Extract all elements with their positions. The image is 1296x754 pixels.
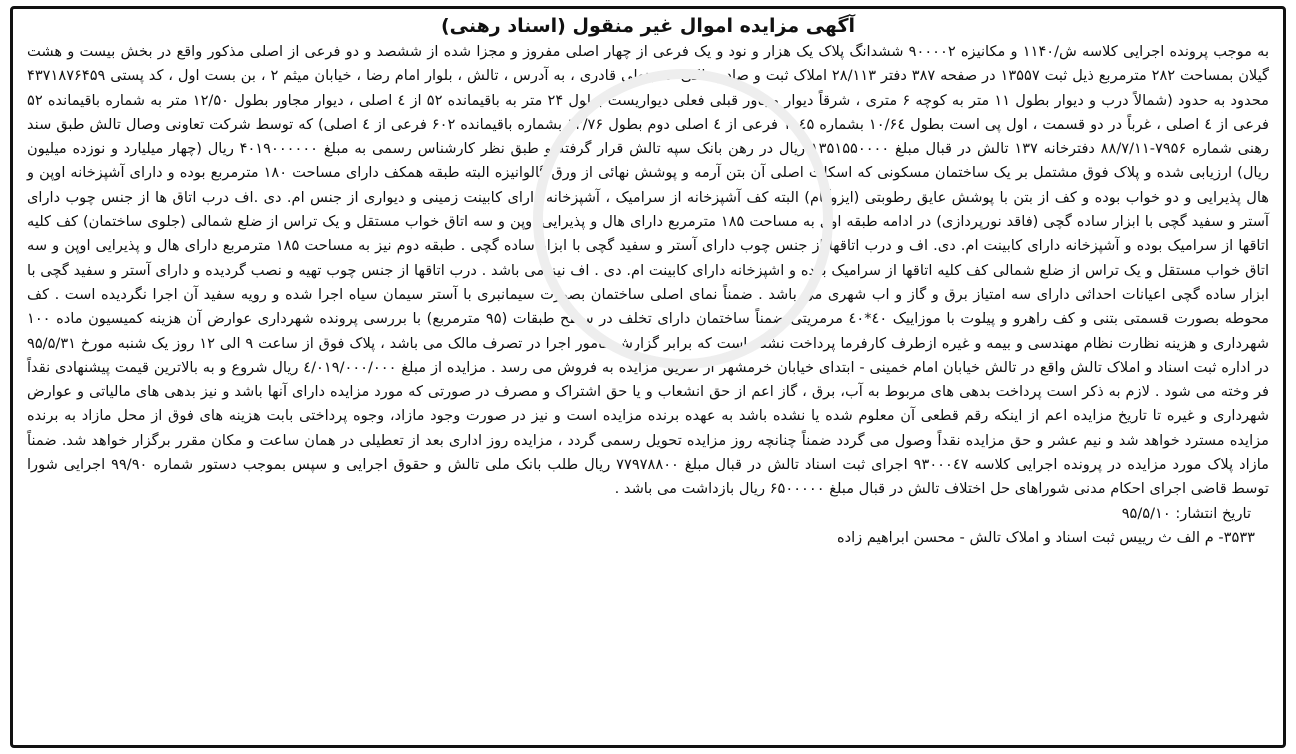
notice-title: آگهی مزایده اموال غیر منقول (اسناد رهنی) <box>440 15 856 37</box>
signer-line: ۳۵۳۳- م الف ث رییس ثبت اسناد و املاک تالش - محسن ابراهیم زاده <box>836 528 1255 546</box>
notice-body: به موجب پرونده اجرایی کلاسه ش/۱۱۴۰ و مکانیزه ۹۰۰۰۰۲ ششدانگ پلاک یک هزار و نود و یک فرعی از چهار اصلی مفروز و مجزا شده از ششصد و دو فرعی از اصلی مذکور واقع در بخش بیست و هشت گیلان بمساحت ۲۸۲ مترمربع ذیل ثبت ۱۳۵۵۷ در صفحه ۳۸۷ دفتر ۲۸/۱۱۳ املاک ثبت و صادر ملکی حسینعلی قادری ، به آدرس ، تالش ، بلوار امام رضا ، خیابان میثم ۲ ، بن بست اول ، کد پستی ۴۳۷۱۸۷۶۴۵۹ محدود به حدود (شمالاً درب و دیوار بطول ۱۱ متر به کوچه ۶ متری ، شرقاً دیوار مجاور قبلی فعلی دیواریست بطول ۲۴ متر به باقیمانده ۵۲ از ٤ اصلی ، دیوار مجاور بطول ۱۲/۵۰ متر به شماره باقیمانده ۵۲ فرعی از ٤ اصلی ، غرباً در دو قسمت ، اول پی است بطول ۱۰/۶٤ بشماره ۱۱٤۵ فرعی از ٤ اصلی دوم بطول ۱۳/۷۶ بشماره باقیمانده ۶۰۲ فرعی از ٤ اصلی) که توسط شرکت تعاونی وصال تالش طبق سند رهنی شماره ۷۹۵۶-۸۸/۷/۱۱ دفترخانه ۱۳۷ تالش در قبال مبلغ ۱۳۵۱۵۵۰۰۰۰ ریال در رهن بانک سپه تالش قرار گرفته و طبق نظر کارشناس رسمی به مبلغ ۴۰۱۹۰۰۰۰۰۰ ریال (چهار میلیارد و نوزده میلیون ریال) ارزیابی شده و پلاک فوق مشتمل بر یک ساختمان مسکونی که اسکلت اصلی آن بتن آرمه و پوشش نهائی از ورق گالوانیزه البته طبقه همکف دارای مساحت ۱۸۰ مترمربع بوده و دارای آشپزخانه اوپن و هال پذیرایی و دو خواب بوده و کف از بتن با پوشش عایق رطوبتی (ایزوگام) البته کف آشپزخانه از سرامیک ، آشپزخانه دارای کابینت زمینی و دیواری از جنس ام. دی .اف درب اتاق ها از جنس چوب دارای آستر و سفید گچی با ابزار ساده گچی (فاقد نورپردازی) در ادامه طبقه اول به مساحت ۱۸۵ مترمربع دارای هال و پذیرایی اوپن و سه اتاق خواب مستقل و یک تراس از ضلع شمالی (جلوی ساختمان) کف کلیه اتاقها از سرامیک بوده و آشپزخانه دارای کابینت ام. دی. اف و درب اتاقها از جنس چوب دارای آستر و سفید گچی با ابزار ساده گچی . طبقه دوم نیز به مساحت ۱۸۵ مترمربع دارای هال و پذیرایی اوپن و سه اتاق خواب مستقل و یک تراس از ضلع شمالی کف کلیه اتاقها از سرامیک بوده و اشپزخانه دارای کابینت ام. دی . اف نیز می باشد . درب اتاقها از جنس چوب تهیه و نصب گردیده و دارای آستر و سفید گچی با ابزار ساده گچی اعیانات احداثی دارای سه امتیاز برق و گاز و اب شهری می باشد . ضمناً نمای اصلی ساختمان بصورت سیمانبری با آستر سیمان سیاه اجرا شده و رویه سفید آن اجرا نگردیده است . کف محوطه بصورت قسمتی بتنی و کف راهرو و پیلوت با موزاییک ٤۰*٤۰ مرمریتی ضمناً ساختمان دارای تخلف در سطح طبقات (۹۵ مترمربع) با بررسی پرونده شهرداری عوارض آن هزینه کمیسیون ماده ۱۰۰ شهرداری و هزینه نظارت نظام مهندسی و بیمه و غیره ازطرف کارفرما پرداخت نشده است که برابر گزارش مامور اجرا در تصرف مالک می باشد ، پلاک فوق از ساعت ۹ الی ۱۲ روز یک شنبه مورخ ۹۵/۵/۳۱ در اداره ثبت اسناد و املاک تالش واقع در تالش خیابان امام خمینی - ابتدای خیابان خرمشهر از طریق مزایده به فروش می رسد . مزایده از مبلغ ٤/۰۱۹/۰۰۰/۰۰۰ ریال شروع و به بالاترین قیمت پیشنهادی نقداً فر وخته می شود . لازم به ذکر است پرداخت بدهی های مربوط به آب، برق ، گاز اعم از حق انشعاب و یا حق اشتراک و مصرف در صورتی که مورد مزایده دارای آنها باشد و نیز بدهی های مالیاتی و عوارض شهرداری و غیره تا تاریخ مزایده اعم از اینکه رقم قطعی آن معلوم شده یا نشده باشد به عهده برنده مزایده است و نیز در صورت وجود مازاد، وجوه پرداختی بابت هزینه های فوق از محل مازاد به برنده مزایده مسترد خواهد شد و نیم عشر و حق مزایده نقداً وصول می گردد ضمناً چنانچه روز مزایده تحویل رسمی گردد ، مزایده روز اداری بعد از تعطیلی در همان ساعت و مکان مقرر برگزار خواهد شد. ضمناً مازاد پلاک مورد مزایده در پرونده اجرایی کلاسه ۹۳۰۰۰٤۷ اجرای ثبت اسناد تالش در قبال مبلغ ۷۷۹۷۸۸۰۰ ریال طلب بانک ملی تالش و حقوق اجرایی و سپس بموجب دستور شماره ۹۹/۹۰ اجرایی شورا توسط قاضی اجرای احکام مدنی شوراهای حل اختلاف تالش در قبال مبلغ ۶۵۰۰۰۰۰ ریال بازداشت می باشد . <box>27 43 1270 498</box>
publish-date: تاریخ انتشار: ۹۵/۵/۱۰ <box>1121 504 1251 522</box>
auction-notice <box>10 6 1286 748</box>
